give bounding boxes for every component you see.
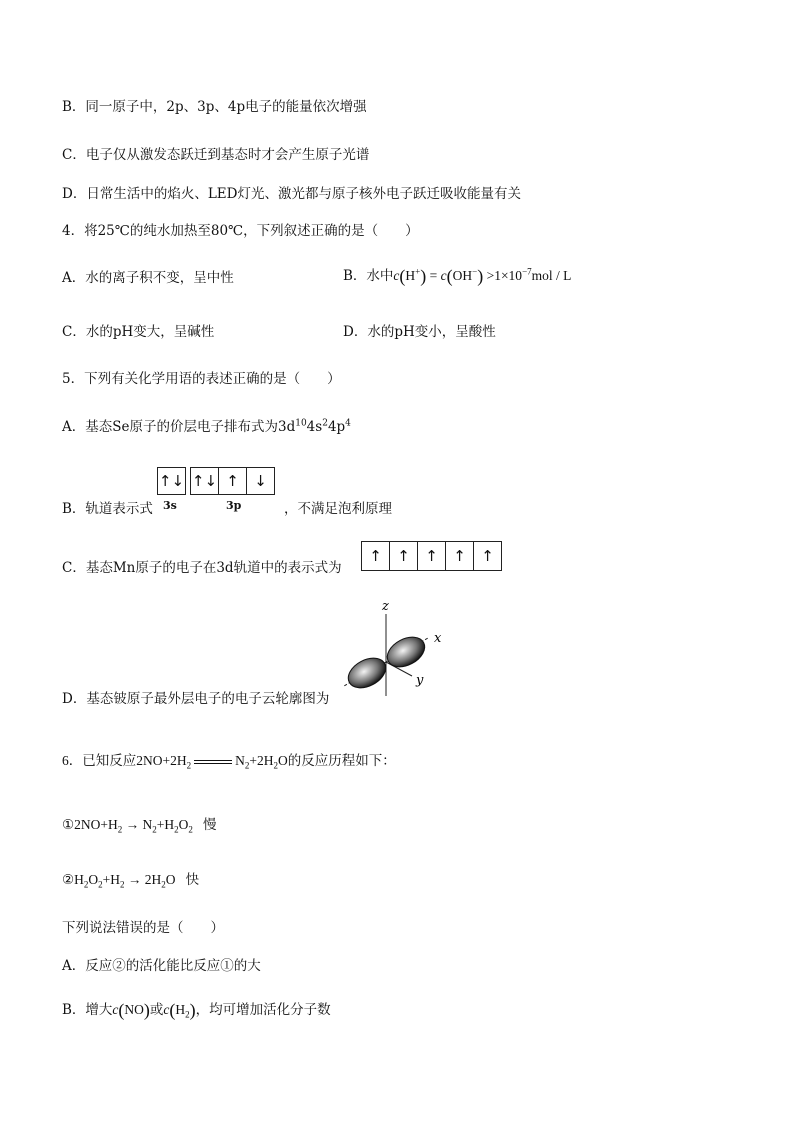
conc-symbol: c <box>393 268 400 283</box>
superscript: 2 <box>322 418 328 429</box>
subscript: 2 <box>188 824 193 835</box>
paren: ( <box>399 266 406 286</box>
orbital-diagram-3s <box>157 467 186 495</box>
plus-hydrogen: +2H <box>249 753 274 768</box>
option-4b <box>343 266 571 286</box>
orbital-4p: 4p <box>327 419 346 435</box>
option-4c: C．水的pH变大，呈碱性 <box>62 324 215 340</box>
subscript: 2 <box>83 879 89 890</box>
nitrogen: N <box>235 753 245 768</box>
paren: ( <box>118 1000 125 1020</box>
superscript: 4 <box>345 418 351 429</box>
step1-product-n: N <box>142 817 153 832</box>
step2-plus-h: +H <box>102 872 120 887</box>
q6-prefix: 6．已知反应2NO+2H <box>62 753 187 768</box>
subscript: 2 <box>185 1009 190 1020</box>
orbital-diagram-3p <box>190 467 275 495</box>
question-5: 5．下列有关化学用语的表述正确的是（ ） <box>62 371 341 387</box>
option-6a: A．反应②的活化能比反应①的大 <box>62 958 261 974</box>
axis-label-y: y <box>416 673 424 688</box>
option-5a <box>62 417 351 437</box>
step2-product-h: 2H <box>144 872 162 887</box>
conc-symbol: c <box>163 1002 170 1017</box>
hydrogen: H <box>175 1002 186 1017</box>
subscript: 2 <box>119 879 125 890</box>
option-5b-prefix: B．轨道表示式 <box>62 501 153 517</box>
subscript: 2 <box>152 824 157 835</box>
step1-reactants: ①2NO+H <box>62 817 118 832</box>
paren: ( <box>169 1000 176 1020</box>
step2-h: ②H <box>62 872 84 887</box>
orbital-cell: ↓ <box>254 472 267 490</box>
step1-plus-h: +H <box>156 817 175 832</box>
option-6b <box>62 1000 331 1020</box>
subscript: 2 <box>186 760 192 771</box>
arrow: → <box>125 817 140 832</box>
orbital-4s: 4s <box>306 419 323 435</box>
orbital-label-3p: 3p <box>226 499 242 512</box>
option-4a: A．水的离子积不变，呈中性 <box>62 270 234 286</box>
question-4: 4．将25℃的纯水加热至80℃，下列叙述正确的是（ ） <box>62 223 419 239</box>
charge-sup: + <box>415 266 421 277</box>
or-word: 或 <box>149 1002 164 1018</box>
equals: = <box>429 268 438 283</box>
orbital-label-3s: 3s <box>163 499 177 512</box>
exponent: −7 <box>522 266 532 277</box>
step2-o: O <box>88 872 99 887</box>
orbital-cell: ↑↓ <box>158 472 185 490</box>
greater-than-value: >1×10 <box>486 268 523 283</box>
subscript: 2 <box>174 824 179 835</box>
charge-sup: − <box>472 266 478 277</box>
conc-symbol: c <box>440 268 447 283</box>
step2-product-o: O <box>165 872 176 887</box>
subscript: 2 <box>273 760 278 771</box>
equilibrium-line <box>194 760 232 764</box>
option-4b-prefix: B．水中 <box>343 268 394 284</box>
orbital-cell: ↑ <box>362 542 390 570</box>
question-6-ask: 下列说法错误的是（ ） <box>62 920 224 936</box>
hydroxide-ion: OH <box>452 268 473 283</box>
paren: ) <box>477 266 484 286</box>
axis-label-x: x <box>434 631 442 646</box>
orbital-cell: ↑ <box>219 468 247 494</box>
option-5d: D．基态铍原子最外层电子的电子云轮廓图为 <box>62 691 330 707</box>
subscript: 2 <box>161 879 166 890</box>
orbital-cell: ↑ <box>446 542 474 570</box>
subscript: 2 <box>244 760 250 771</box>
axis-label-z: z <box>382 599 389 614</box>
question-6 <box>62 751 396 771</box>
hydrogen-ion: H <box>405 268 416 283</box>
conc-symbol: c <box>112 1002 119 1017</box>
option-3b: B．同一原子中，2p、3p、4p电子的能量依次增强 <box>62 99 367 115</box>
option-3d: D．日常生活中的焰火、LED灯光、激光都与原子核外电子跃迁吸收能量有关 <box>62 186 521 202</box>
paren: ( <box>446 266 453 286</box>
speed-slow: 慢 <box>202 817 217 832</box>
superscript: 10 <box>295 418 307 429</box>
orbital-cell: ↑ <box>390 542 418 570</box>
option-5b-suffix: ，不满足泡利原理 <box>284 501 392 517</box>
option-6b-prefix: B．增大 <box>62 1002 113 1018</box>
speed-fast: 快 <box>185 872 200 887</box>
arrow: → <box>127 872 142 887</box>
option-5a-prefix: A．基态Se原子的价层电子排布式为3d <box>62 419 296 435</box>
p-orbital-figure <box>336 596 456 708</box>
subscript: 2 <box>98 879 103 890</box>
option-5c: C．基态Mn原子的电子在3d轨道中的表示式为 <box>62 560 342 576</box>
paren: ) <box>143 1000 150 1020</box>
orbital-cell: ↑↓ <box>191 468 219 494</box>
orbital-cell: ↑ <box>481 547 494 565</box>
reaction-step-1 <box>62 815 216 835</box>
orbital-cell: ↑ <box>418 542 446 570</box>
orbital-diagram-3d <box>361 541 502 571</box>
unit: mol / L <box>531 268 572 283</box>
orbital-lobe <box>382 631 430 673</box>
step1-o: O <box>178 817 189 832</box>
option-3c: C．电子仅从激发态跃迁到基态时才会产生原子光谱 <box>62 147 370 163</box>
option-6b-suffix: ，均可增加活化分子数 <box>195 1002 331 1018</box>
paren: ) <box>189 1000 196 1020</box>
orbital-lobe <box>343 652 391 694</box>
subscript: 2 <box>117 824 123 835</box>
q6-suffix: O的反应历程如下： <box>278 753 396 768</box>
option-4d: D．水的pH变小，呈酸性 <box>343 324 496 340</box>
paren: ) <box>420 266 427 286</box>
reaction-step-2 <box>62 870 199 890</box>
nitric-oxide: NO <box>124 1002 144 1017</box>
